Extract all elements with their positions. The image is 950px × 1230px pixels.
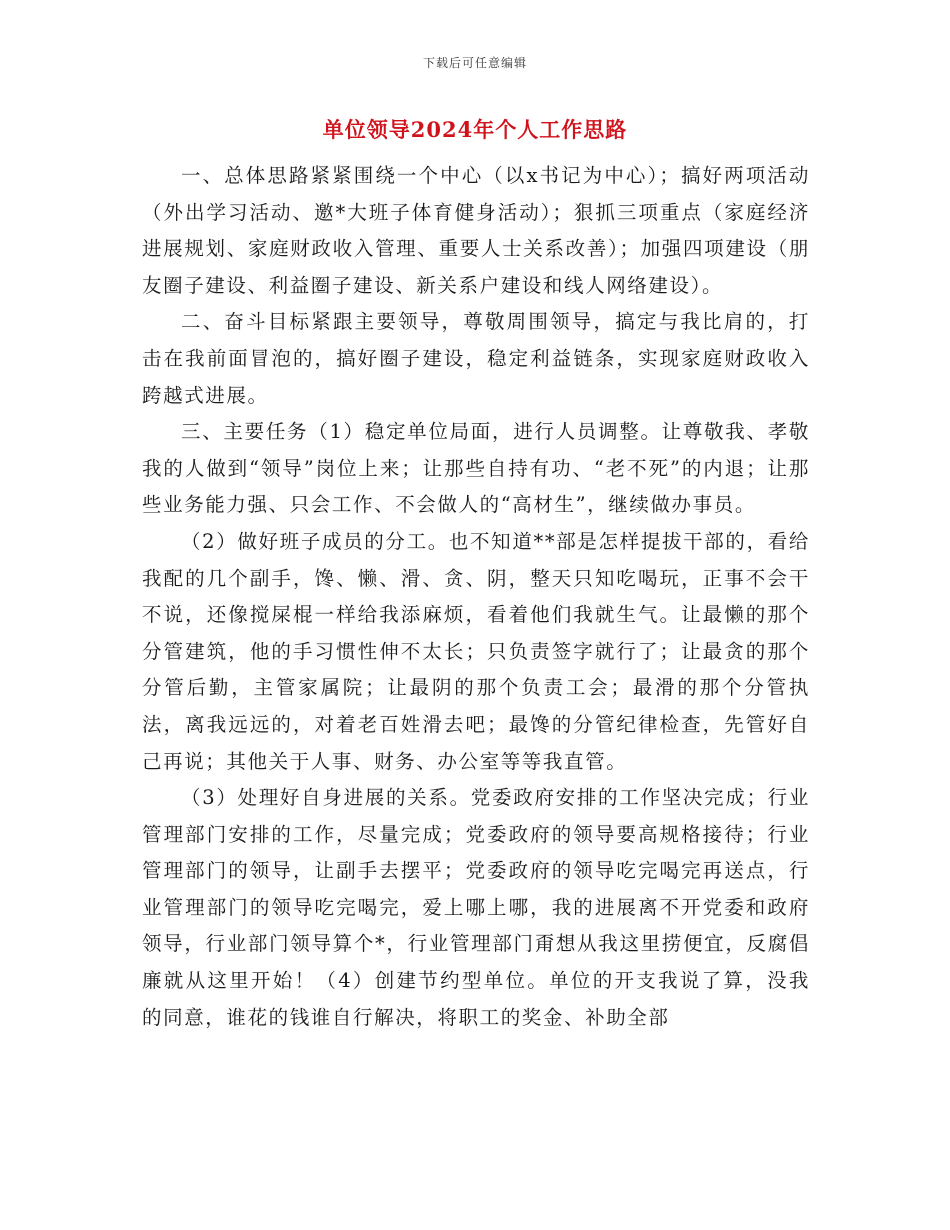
paragraph-goals: 二、奋斗目标紧跟主要领导，尊敬周围领导，搞定与我比肩的，打击在我前面冒泡的，搞好圈子建设，稳定利益链条，实现家庭财政收入跨越式进展。 bbox=[142, 310, 810, 407]
paragraph-main-tasks: 三、主要任务（1）稳定单位局面，进行人员调整。让尊敬我、孝敬我的人做到“领导”岗位上来；让那些自持有功、“老不死”的内退；让那些业务能力强、只会工作、不会做人的“高材生”，继续做办事员。 bbox=[142, 420, 810, 517]
document-body bbox=[142, 158, 810, 1036]
paragraph-task-division: （2）做好班子成员的分工。也不知道**部是怎样提拔干部的，看给我配的几个副手，馋、懒、滑、贪、阴，整天只知吃喝玩，正事不会干不说，还像搅屎棍一样给我添麻烦，看着他们我就生气。让最懒的那个分管建筑，他的手习惯性伸不太长；只负责签字就行了；让最贪的那个分管后勤，主管家属院；让最阴的那个负责工会；最滑的那个分管执法，离我远远的，对着老百姓滑去吧；最馋的分管纪律检查，先管好自己再说；其他关于人事、财务、办公室等等我直管。 bbox=[142, 529, 810, 773]
document-title: 单位领导2024年个人工作思路 bbox=[322, 117, 628, 142]
header-note: 下载后可任意编辑 bbox=[422, 56, 527, 70]
paragraph-overall-approach: 一、总体思路紧紧围绕一个中心（以x书记为中心）；搞好两项活动（外出学习活动、邀*大班子体育健身活动）；狠抓三项重点（家庭经济进展规划、家庭财政收入管理、重要人士关系改善）；加强四项建设（朋友圈子建设、利益圈子建设、新关系户建设和线人网络建设）。 bbox=[142, 164, 810, 297]
paragraph-task-relations: （3）处理好自身进展的关系。党委政府安排的工作坚决完成；行业管理部门安排的工作，尽量完成；党委政府的领导要高规格接待；行业管理部门的领导，让副手去摆平；党委政府的领导吃完喝完再送点，行业管理部门的领导吃完喝完，爱上哪上哪，我的进展离不开党委和政府领导，行业部门领导算个*，行业管理部门甭想从我这里捞便宜，反腐倡廉就从这里开始！（4）创建节约型单位。单位的开支我说了算，没我的同意，谁花的钱谁自行解决，将职工的奖金、补助全部 bbox=[142, 786, 810, 1029]
